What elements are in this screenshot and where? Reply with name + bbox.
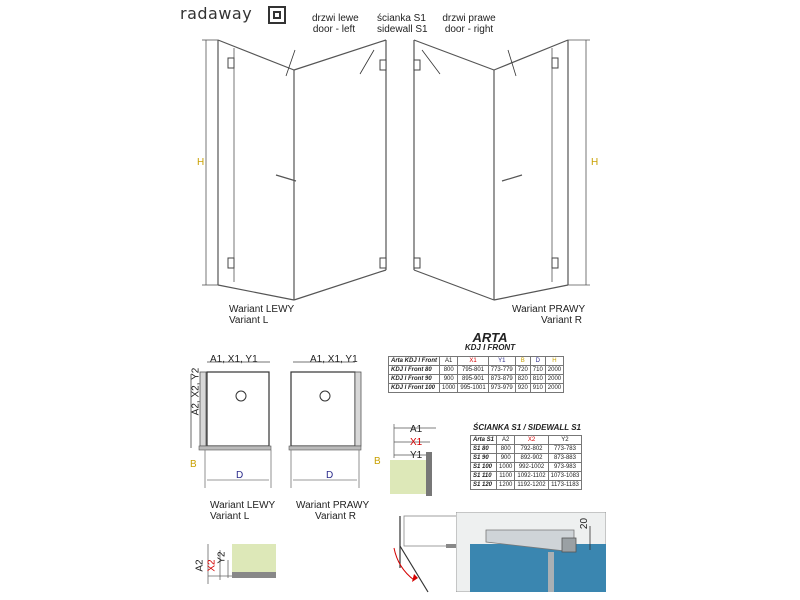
table-header-cell: B (515, 357, 530, 366)
table-row (471, 463, 582, 472)
table-header-cell: X1 (458, 357, 488, 366)
caption-variant-left-top (229, 304, 294, 326)
table-header-cell: D (530, 357, 545, 366)
table-cell: 2000 (545, 375, 563, 384)
table-cell: 1173-1183 (548, 481, 582, 490)
table-cell: 973-979 (488, 384, 515, 393)
table-cell: S1 100 (471, 463, 497, 472)
sidewall-en: sidewall S1 (377, 24, 428, 35)
table-cell: 792-802 (515, 445, 548, 454)
table-cell: S1 120 (471, 481, 497, 490)
table-cell: KDJ I Front 100 (389, 384, 440, 393)
plan-right-caption-pl: Wariant PRAWY (296, 500, 370, 511)
table-cell: 1073-1083 (548, 472, 582, 481)
table-cell: 920 (515, 384, 530, 393)
plan-right-top-dim: A1, X1, Y1 (310, 354, 358, 365)
plan-left-b-label: B (190, 459, 197, 470)
table-row (389, 366, 564, 375)
door-right-pl: drzwi prawe (442, 13, 496, 24)
table-row (471, 472, 582, 481)
table-cell: 900 (440, 375, 458, 384)
variant-right-en: Variant R (541, 315, 582, 326)
table-cell: S1 80 (471, 445, 497, 454)
table-cell: 900 (497, 454, 515, 463)
table-cell: 1192-1202 (515, 481, 548, 490)
table-header-cell: X2 (515, 436, 548, 445)
door-left-en: door - left (312, 24, 356, 35)
table-cell: 873-883 (548, 454, 582, 463)
h-label-right: H (591, 157, 599, 168)
plan-right-d-label: D (326, 470, 334, 481)
table-cell: KDJ I Front 90 (389, 375, 440, 384)
variant-left-pl: Wariant LEWY (229, 304, 295, 315)
s1-title: ŚCIANKA S1 / SIDEWALL S1 (472, 423, 582, 432)
detail-x2-label: X2 (206, 559, 218, 572)
table-header-cell: Arta KDJ I Front (389, 357, 440, 366)
h-label-left: H (197, 157, 205, 168)
label-sidewall (377, 13, 428, 35)
table-cell: 720 (515, 366, 530, 375)
table-cell: 1000 (497, 463, 515, 472)
table-header-cell: Y2 (548, 436, 582, 445)
table-cell: 895-901 (458, 375, 488, 384)
detail-x1-label: X1 (410, 437, 423, 448)
table-cell: 820 (515, 375, 530, 384)
detail-y1-label: Y1 (410, 450, 423, 461)
plan-left-d-label: D (236, 470, 244, 481)
table-header-cell: A1 (440, 357, 458, 366)
s1-dimensions-table (470, 435, 582, 490)
table-row (471, 445, 582, 454)
table-cell: 800 (440, 366, 458, 375)
table-cell: 1200 (497, 481, 515, 490)
table-cell: S1 110 (471, 472, 497, 481)
table-header-cell: H (545, 357, 563, 366)
table-header-row (389, 357, 564, 366)
table-cell: 710 (530, 366, 545, 375)
table-cell: 995-1001 (458, 384, 488, 393)
table-cell: 810 (530, 375, 545, 384)
dim-20-label: 20 (579, 517, 591, 530)
table-header-cell: Y1 (488, 357, 515, 366)
table-cell: 773-779 (488, 366, 515, 375)
table-cell: 1100 (497, 472, 515, 481)
detail-b-label: B (374, 456, 381, 467)
table-cell: 992-1002 (515, 463, 548, 472)
table-cell: 800 (497, 445, 515, 454)
arta-title: ARTA (472, 330, 508, 345)
table-cell: 1092-1102 (515, 472, 548, 481)
caption-variant-right-top (512, 304, 586, 326)
logo-text: radaway (180, 4, 253, 23)
variant-right-pl: Wariant PRAWY (512, 304, 586, 315)
table-header-cell: Arta S1 (471, 436, 497, 445)
detail-y2-label: Y2 (216, 551, 228, 564)
table-header-cell: A2 (497, 436, 515, 445)
table-cell: 773-783 (548, 445, 582, 454)
table-cell: 973-983 (548, 463, 582, 472)
door-left-pl: drzwi lewe (312, 13, 359, 24)
table-cell: KDJ I Front 80 (389, 366, 440, 375)
logo-square-icon (268, 6, 286, 24)
detail-a2-label: A2 (194, 559, 206, 572)
table-cell: S1 90 (471, 454, 497, 463)
table-cell: 873-879 (488, 375, 515, 384)
caption-variant-right-plan (296, 500, 370, 522)
table-cell: 910 (530, 384, 545, 393)
table-header-row (471, 436, 582, 445)
plan-left-side-dim: A2, X2, Y2 (190, 367, 202, 416)
table-row (471, 481, 582, 490)
label-door-right (442, 13, 496, 35)
table-row (471, 454, 582, 463)
table-row (389, 384, 564, 393)
table-cell: 1000 (440, 384, 458, 393)
table-cell: 795-801 (458, 366, 488, 375)
table-cell: 2000 (545, 366, 563, 375)
detail-a1-label: A1 (410, 424, 423, 435)
table-row (389, 375, 564, 384)
plan-left-caption-en: Variant L (210, 511, 250, 522)
caption-variant-left-plan (210, 500, 275, 522)
plan-left-top-dim: A1, X1, Y1 (210, 354, 258, 365)
arta-dimensions-table (388, 356, 564, 393)
plan-left-caption-pl: Wariant LEWY (210, 500, 276, 511)
arta-subtitle: KDJ I FRONT (464, 343, 516, 352)
plan-right-caption-en: Variant R (315, 511, 356, 522)
sidewall-pl: ścianka S1 (377, 13, 426, 24)
door-right-en: door - right (444, 24, 494, 35)
variant-left-en: Variant L (229, 315, 269, 326)
label-door-left (312, 13, 359, 35)
table-cell: 892-902 (515, 454, 548, 463)
brand-logo (180, 4, 290, 26)
table-cell: 2000 (545, 384, 563, 393)
enclosure-perspective-drawing (190, 30, 610, 310)
